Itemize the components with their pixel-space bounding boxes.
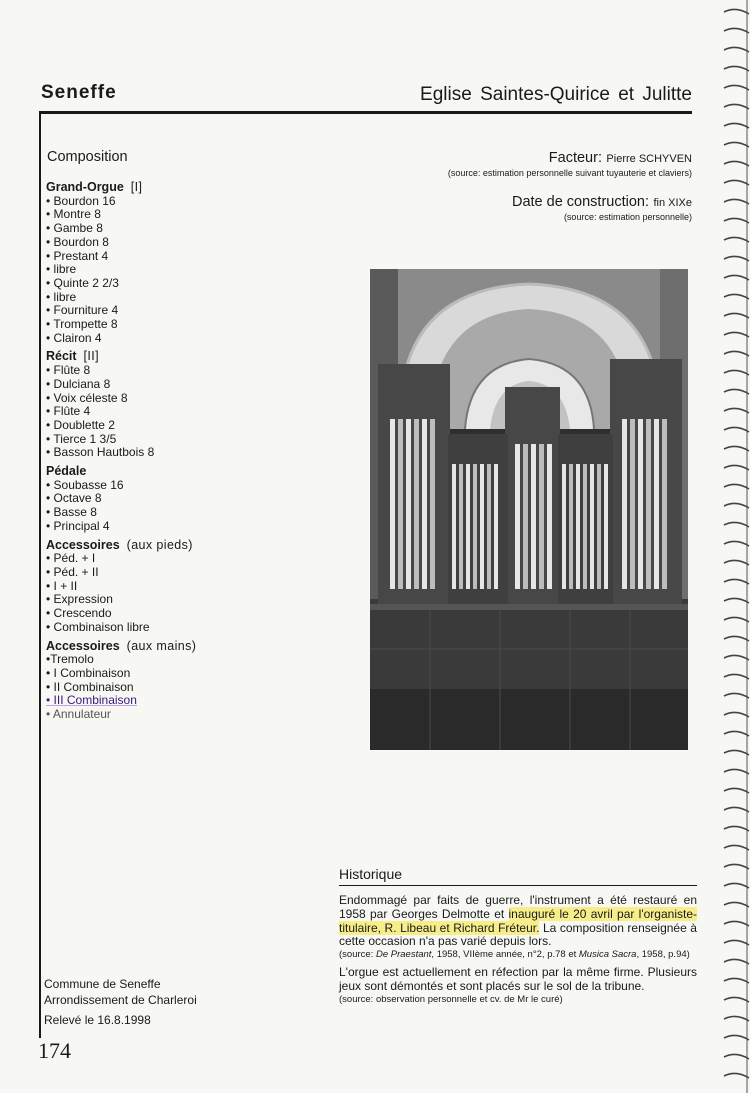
division-name: Récit [46,349,77,364]
stop-item: • Dulciana 8 [46,376,111,391]
stop-item: • Combinaison libre [46,619,150,634]
stop-item: • Tierce 1 3/5 [46,431,117,446]
division-heading [46,181,276,195]
historique-section [339,866,697,1005]
date-block [512,193,692,222]
stop-item: • Bourdon 8 [46,234,109,249]
stop-item: • libre [46,289,77,304]
stop-item: • Octave 8 [46,491,102,506]
stop-item: • Gambe 8 [46,221,103,236]
stop-item: •Tremolo [46,652,94,667]
hist-p1-highlight: inauguré le 20 avril par l'organiste-titulaire, R. Libeau et Richard Fréteur. [339,906,697,935]
facteur-block [448,149,692,178]
stop-item: • Basse 8 [46,505,97,520]
date-value: fin XIXe [653,197,692,209]
hist-p1-after: La composition renseignée à cette occasion n'a pas varié depuis lors. [339,920,697,949]
stop-item: • Prestant 4 [46,248,109,263]
stop-item: • Flûte 8 [46,363,91,378]
stop-item: • Fourniture 4 [46,303,119,318]
footer-commune: Commune de Seneffe [44,977,161,991]
stop-item: • Bourdon 16 [46,193,116,208]
division-heading [46,350,276,364]
town-title: Seneffe [41,82,117,103]
stop-item: • Trompette 8 [46,317,118,332]
stop-item: • Voix céleste 8 [46,390,128,405]
division-heading [46,539,276,553]
stop-item: • II Combinaison [46,679,134,694]
division-name: Grand-Orgue [46,180,124,194]
stop-item: • Crescendo [46,606,112,621]
stop-item: • libre [46,262,77,277]
footer-block [44,976,197,1028]
header-rule [39,111,692,114]
stop-item: • Soubasse 16 [46,477,124,492]
hist-p1-before: Endommagé par faits de guerre, l'instrument a été restauré en 1958 par Georges Delmotte et [339,893,697,921]
stop-item: • Principal 4 [46,518,110,533]
stop-item: • Expression [46,592,113,607]
facteur-source: (source: estimation personnelle suivant tuyauterie et claviers) [447,168,692,178]
division-suffix: [I] [130,180,143,194]
division-heading [46,640,276,654]
src1-c: , 1958, p.94) [636,949,690,961]
footer-releve: Relevé le 16.8.1998 [44,1013,151,1027]
stop-item: • I + II [46,578,78,593]
stop-item: • Péd. + I [46,551,96,566]
src1-a: (source: [339,949,376,961]
stop-item: • Péd. + II [46,564,99,579]
date-source: (source: estimation personnelle) [563,212,692,222]
stop-item: • Doublette 2 [46,417,115,432]
division-suffix: [II] [83,349,100,364]
stop-item: • III Combinaison [46,693,137,708]
src1-b: , 1958, VIIème année, n°2, p.78 et [431,949,579,961]
facteur-value: Pierre SCHYVEN [606,153,692,165]
organ-photo [370,269,688,750]
stop-item: • Clairon 4 [46,330,102,345]
src1-title-1: De Praestant [375,949,432,961]
historique-source-2: (source: observation personnelle et cv. de Mr le curé) [339,993,563,1005]
church-title: Eglise Saintes-Quirice et Julitte [420,84,692,105]
historique-paragraph-1 [339,894,697,949]
division-name: Accessoires [46,638,120,653]
page-number: 174 [38,1038,71,1063]
stop-item: • Flûte 4 [46,404,91,419]
historique-paragraph-2: L'orgue est actuellement en réfection par la même firme. Plusieurs jeux sont démontés et sont placés sur le sol de la tribune. [339,965,697,993]
stop-list [46,181,276,722]
division-heading [46,465,276,479]
facteur-label: Facteur: [548,150,602,166]
stop-item: • Quinte 2 2/3 [46,275,119,290]
division-suffix: (aux pieds) [126,537,193,552]
composition-title: Composition [47,149,128,165]
spiral-binding [722,0,750,1093]
stop-item: • Annulateur [46,707,111,722]
left-rule [39,111,41,1038]
historique-source-1 [339,949,697,960]
historique-rule [339,885,697,886]
stop-item: • Montre 8 [46,207,101,222]
src1-title-2: Musica Sacra [578,949,637,961]
stop-item: • I Combinaison [46,665,131,680]
date-label: Date de construction: [511,194,650,210]
division-suffix: (aux mains) [126,638,197,653]
division-name: Accessoires [46,537,120,552]
stop-item: • Basson Hautbois 8 [46,445,155,460]
division-name: Pédale [46,464,87,479]
footer-arrondissement: Arrondissement de Charleroi [44,993,197,1007]
historique-title: Historique [339,866,403,882]
